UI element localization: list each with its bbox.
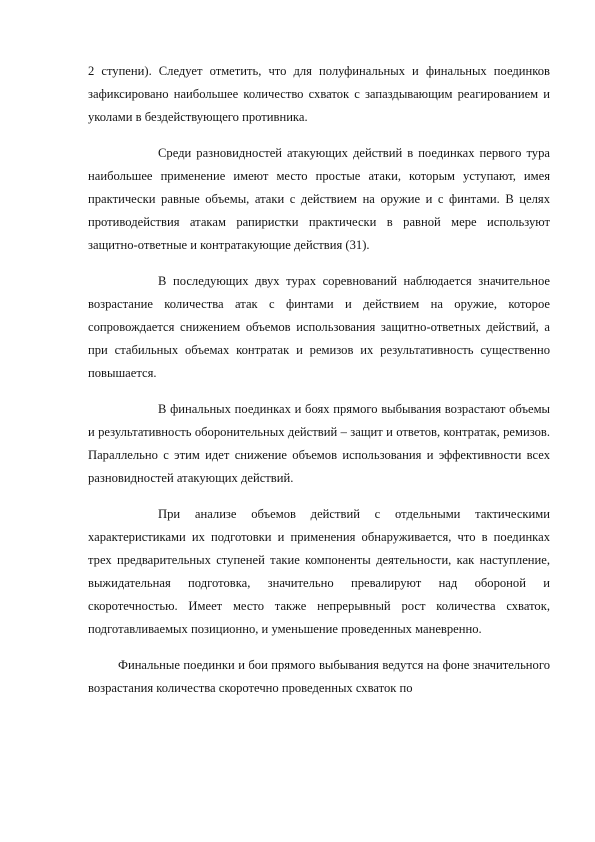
paragraph-4: В финальных поединках и боях прямого выбывания возрастают объемы и результативность оборонительных действий – защит и ответов, контратак, ремизов. Параллельно с этим идет снижение объемов использования и эффективности всех разновидностей атакующих действий. [88, 402, 550, 485]
document-body [88, 60, 550, 713]
paragraph-6: Финальные поединки и бои прямого выбывания ведутся на фоне значительного возрастания количества скоротечно проведенных схваток по [88, 658, 550, 695]
paragraph-2: Среди разновидностей атакующих действий в поединках первого тура наибольшее применение имеют место простые атаки, которым уступают, имея практически равные объемы, атаки с действием на оружие и с финтами. В целях противодействия атакам рапиристки практически в равной мере используют защитно-ответные и контратакующие действия (31). [88, 146, 550, 252]
paragraph-1: 2 ступени). Следует отметить, что для полуфинальных и финальных поединков зафиксировано наибольшее количество схваток с запаздывающим реагированием и уколами в бездействующего противника. [88, 64, 550, 124]
paragraph-3: В последующих двух турах соревнований наблюдается значительное возрастание количества атак с финтами и действием на оружие, которое сопровождается снижением объемов использования защитно-ответных действий, а при стабильных объемах контратак и ремизов их результативность существенно повышается. [88, 274, 550, 380]
paragraph-5: При анализе объемов действий с отдельными тактическими характеристиками их подготовки и применения обнаруживается, что в поединках трех предварительных ступеней такие компоненты деятельности, как наступление, выжидательная подготовка, значительно превалируют над обороной и скоротечностью. Имеет место также непрерывный рост количества схваток, подготавливаемых позиционно, и уменьшение проведенных маневренно. [88, 507, 550, 636]
